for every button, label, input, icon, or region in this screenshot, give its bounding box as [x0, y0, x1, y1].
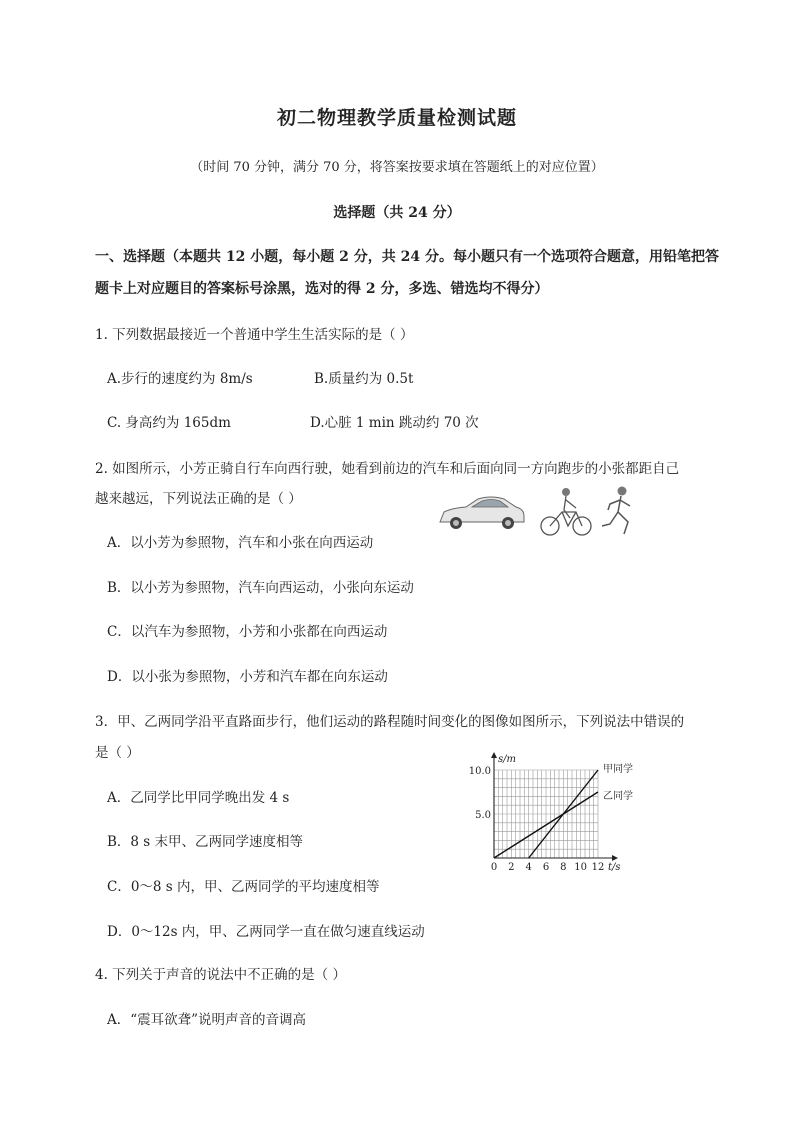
- cyclist-icon: [541, 488, 591, 535]
- q2-option-b: B．以小芳为参照物，汽车向西运动，小张向东运动: [107, 580, 414, 596]
- q1-option-b: B.质量约为 0.5t: [314, 371, 414, 387]
- car-icon: [440, 497, 524, 529]
- q1-option-c: C. 身高约为 165dm: [107, 415, 231, 431]
- q2-option-a: A．以小芳为参照物，汽车和小张在向西运动: [107, 535, 374, 551]
- q1-option-d: D.心脏 1 min 跳动约 70 次: [310, 415, 479, 431]
- y-tick-label: 5.0: [475, 810, 491, 821]
- exam-subtitle: （时间 70 分钟，满分 70 分，将答案按要求填在答题纸上的对应位置）: [190, 160, 604, 175]
- q2-stem-line-2: 越来越远，下列说法正确的是（ ）: [95, 491, 302, 507]
- section-title: 选择题（共 24 分）: [333, 205, 461, 221]
- x-tick-label: 8: [560, 862, 567, 873]
- q3-option-b: B．8 s 末甲、乙两同学速度相等: [107, 834, 304, 850]
- instructions-line-2: 题卡上对应题目的答案标号涂黑，选对的得 2 分，多选、错选均不得分）: [95, 281, 549, 297]
- q1-option-a: A.步行的速度约为 8m/s: [107, 371, 253, 387]
- x-tick-label: 10: [574, 862, 588, 873]
- distance-time-graph: [464, 740, 644, 875]
- x-tick-label: 6: [542, 862, 550, 873]
- series-label-2: 乙同学: [603, 791, 633, 802]
- x-axis-label: t/s: [608, 862, 621, 873]
- y-tick-label: 10.0: [468, 766, 491, 777]
- q4-stem: 4. 下列关于声音的说法中不正确的是（ ）: [95, 967, 346, 983]
- q1-stem: 1. 下列数据最接近一个普通中学生生活实际的是（ ）: [95, 327, 414, 343]
- page-title: 初二物理教学质量检测试题: [276, 107, 517, 129]
- runner-icon: [602, 487, 630, 535]
- x-tick-label: 2: [508, 862, 515, 873]
- q3-stem-line-1: 3．甲、乙两同学沿平直路面步行，他们运动的路程随时间变化的图像如图所示，下列说法中错误的: [95, 714, 685, 730]
- q4-option-a: A．“震耳欲聋”说明声音的音调高: [107, 1012, 307, 1028]
- x-tick-label: 0: [490, 862, 498, 873]
- q2-option-c: C．以汽车为参照物，小芳和小张都在向西运动: [107, 624, 388, 640]
- x-axis-arrow: [612, 855, 618, 861]
- x-tick-label: 12: [591, 862, 605, 873]
- q2-option-d: D．以小张为参照物，小芳和汽车都在向东运动: [107, 669, 388, 685]
- q3-stem-line-2: 是（ ）: [95, 745, 140, 761]
- series-label-1: 甲同学: [603, 764, 633, 775]
- x-tick-label: 4: [525, 862, 532, 873]
- q3-option-a: A．乙同学比甲同学晚出发 4 s: [107, 790, 290, 806]
- q2-stem-line-1: 2. 如图所示，小芳正骑自行车向西行驶，她看到前边的汽车和后面向同一方向跑步的小张都距自己: [95, 461, 680, 477]
- instructions-line-1: 一、选择题（本题共 12 小题，每小题 2 分，共 24 分。每小题只有一个选项符合题意，用铅笔把答: [95, 249, 719, 265]
- q3-option-c: C．0～8 s 内，甲、乙两同学的平均速度相等: [107, 879, 380, 895]
- y-axis-label: s/m: [498, 754, 516, 765]
- q3-option-d: D．0～12s 内，甲、乙两同学一直在做匀速直线运动: [107, 924, 425, 940]
- y-axis-arrow: [491, 752, 497, 758]
- q2-illustration: [436, 482, 656, 542]
